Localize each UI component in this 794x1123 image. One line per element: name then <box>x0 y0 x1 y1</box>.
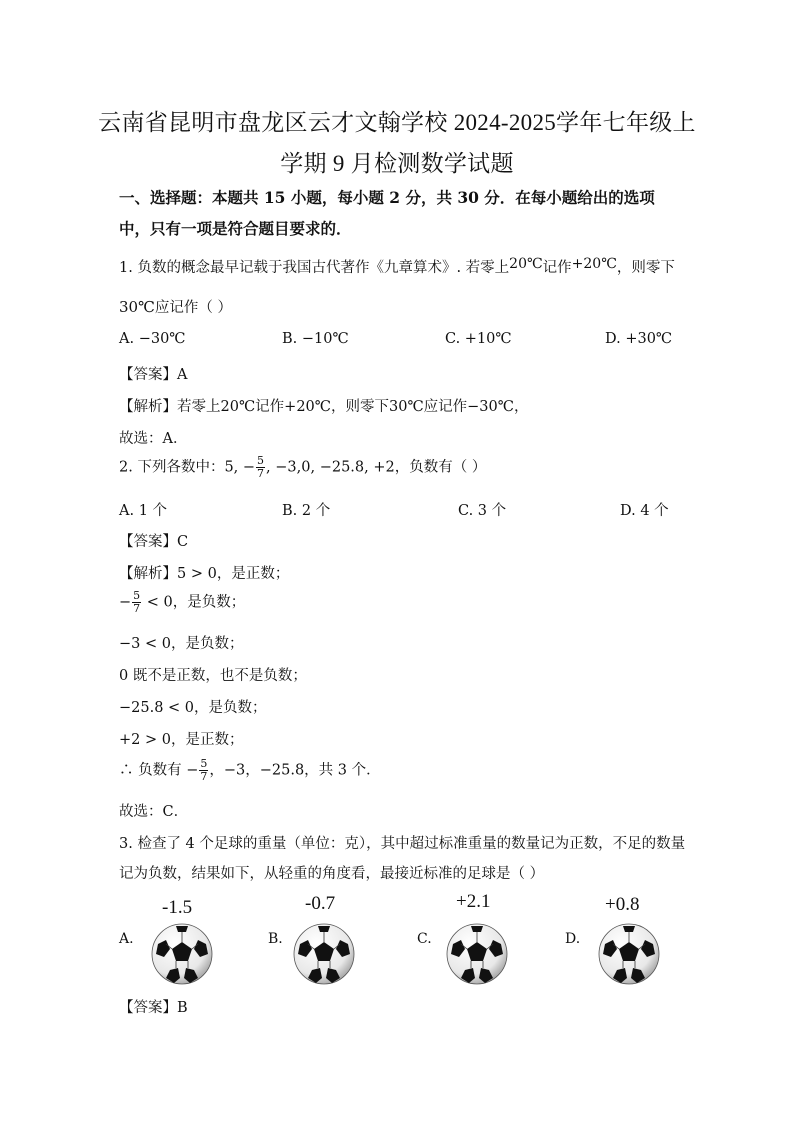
section-heading-line1: 一、选择题：本题共 15 小题，每小题 2 分，共 30 分．在每小题给出的选项 <box>119 188 655 207</box>
q1-stem-b: 记作 <box>542 260 572 276</box>
q1-temp1: 20℃ <box>509 256 543 272</box>
q1-stem-line1 <box>119 256 675 277</box>
q2-analysis-5: −25.8 < 0，是负数； <box>119 700 267 716</box>
q2-stem <box>119 455 486 480</box>
exam-title-line1: 云南省昆明市盘龙区云才文翰学校 2024-2025学年七年级上 <box>98 110 696 135</box>
q1-option-c: C. +10℃ <box>445 331 512 347</box>
section-heading-line2: 中，只有一项是符合题目要求的． <box>119 219 352 238</box>
q2-analysis-2-num: 5 <box>133 589 141 602</box>
q3-option-letter-2: C. <box>417 931 432 947</box>
q2-analysis-2 <box>119 590 245 615</box>
q3-option-letter-1: B. <box>268 931 283 947</box>
q2-analysis-3: −3 < 0，是负数； <box>119 636 244 652</box>
soccer-ball-icon <box>150 922 214 990</box>
q2-analysis-7 <box>119 758 381 783</box>
q2-stem-b: ，负数有（ ） <box>394 459 487 476</box>
q2-stem-a: 2. 下列各数中： <box>119 459 225 476</box>
q2-conclusion: 故选：C． <box>119 804 189 820</box>
q1-stem-c: ，则零下 <box>616 260 675 276</box>
q2-analysis-7-den: 7 <box>200 770 208 783</box>
q3-option-letter-0: A. <box>119 931 134 947</box>
q2-analysis-7-fraction <box>199 758 208 783</box>
q3-ball-value-0: -1.5 <box>162 897 193 918</box>
q2-answer: 【答案】C <box>119 534 189 550</box>
soccer-ball-icon <box>597 922 661 990</box>
q1-option-a: A. −30℃ <box>119 331 186 347</box>
q3-ball-value-2: +2.1 <box>456 891 491 912</box>
q2-fraction-num: 5 <box>257 454 265 467</box>
q2-analysis-2-den: 7 <box>133 602 141 615</box>
q2-nums-a: 5, − <box>224 459 256 476</box>
q3-ball-value-1: -0.7 <box>305 893 336 914</box>
q2-nums-b: , −3,0, −25.8, +2 <box>266 459 395 476</box>
q2-fraction <box>256 455 265 480</box>
q3-stem-line1: 3. 检查了 4 个足球的重量（单位：克），其中超过标准重量的数量记为正数，不足的数量 <box>119 836 686 852</box>
q1-temp2: +20℃ <box>571 256 617 272</box>
q2-option-d: D. 4 个 <box>620 503 669 519</box>
q2-analysis-6: +2 > 0，是正数； <box>119 732 244 748</box>
q2-option-b: B. 2 个 <box>282 503 331 519</box>
q1-stem-a: 1. 负数的概念最早记载于我国古代著作《九章算术》. 若零上 <box>119 260 510 276</box>
q3-answer: 【答案】B <box>119 1000 188 1016</box>
q2-option-c: C. 3 个 <box>458 503 507 519</box>
q2-analysis-2-post: < 0，是负数； <box>142 594 246 611</box>
q1-conclusion: 故选：A． <box>119 431 188 447</box>
q2-analysis-7-num: 5 <box>200 757 208 770</box>
q1-analysis: 【解析】若零上20℃记作+20℃，则零下30℃应记作−30℃， <box>119 399 529 415</box>
q3-stem-line2: 记为负数，结果如下，从轻重的角度看，最接近标准的足球是（ ） <box>119 866 545 882</box>
q1-stem-line2 <box>119 296 232 317</box>
q3-ball-value-3: +0.8 <box>605 894 640 915</box>
q2-analysis-2-pre: − <box>119 594 132 611</box>
q1-answer: 【答案】A <box>119 367 188 383</box>
q2-analysis-1: 【解析】5 > 0，是正数； <box>119 566 290 582</box>
q1-line2-rest: 应记作（ ） <box>154 300 232 316</box>
q1-option-d: D. +30℃ <box>605 331 673 347</box>
q1-option-b: B. −10℃ <box>282 331 349 347</box>
q1-line2-temp: 30℃ <box>119 298 155 316</box>
q2-option-a: A. 1 个 <box>119 503 168 519</box>
q2-fraction-den: 7 <box>257 467 265 480</box>
soccer-ball-icon <box>445 922 509 990</box>
soccer-ball-icon <box>292 922 356 990</box>
q2-analysis-7-post: ，−3，−25.8，共 3 个． <box>209 762 381 779</box>
exam-title-line2: 学期 9 月检测数学试题 <box>280 151 514 176</box>
q2-analysis-2-fraction <box>132 590 141 615</box>
q3-option-letter-3: D. <box>565 931 581 947</box>
q2-analysis-4: 0 既不是正数，也不是负数； <box>119 668 307 684</box>
q2-analysis-7-pre: ∴ 负数有 − <box>119 762 199 779</box>
